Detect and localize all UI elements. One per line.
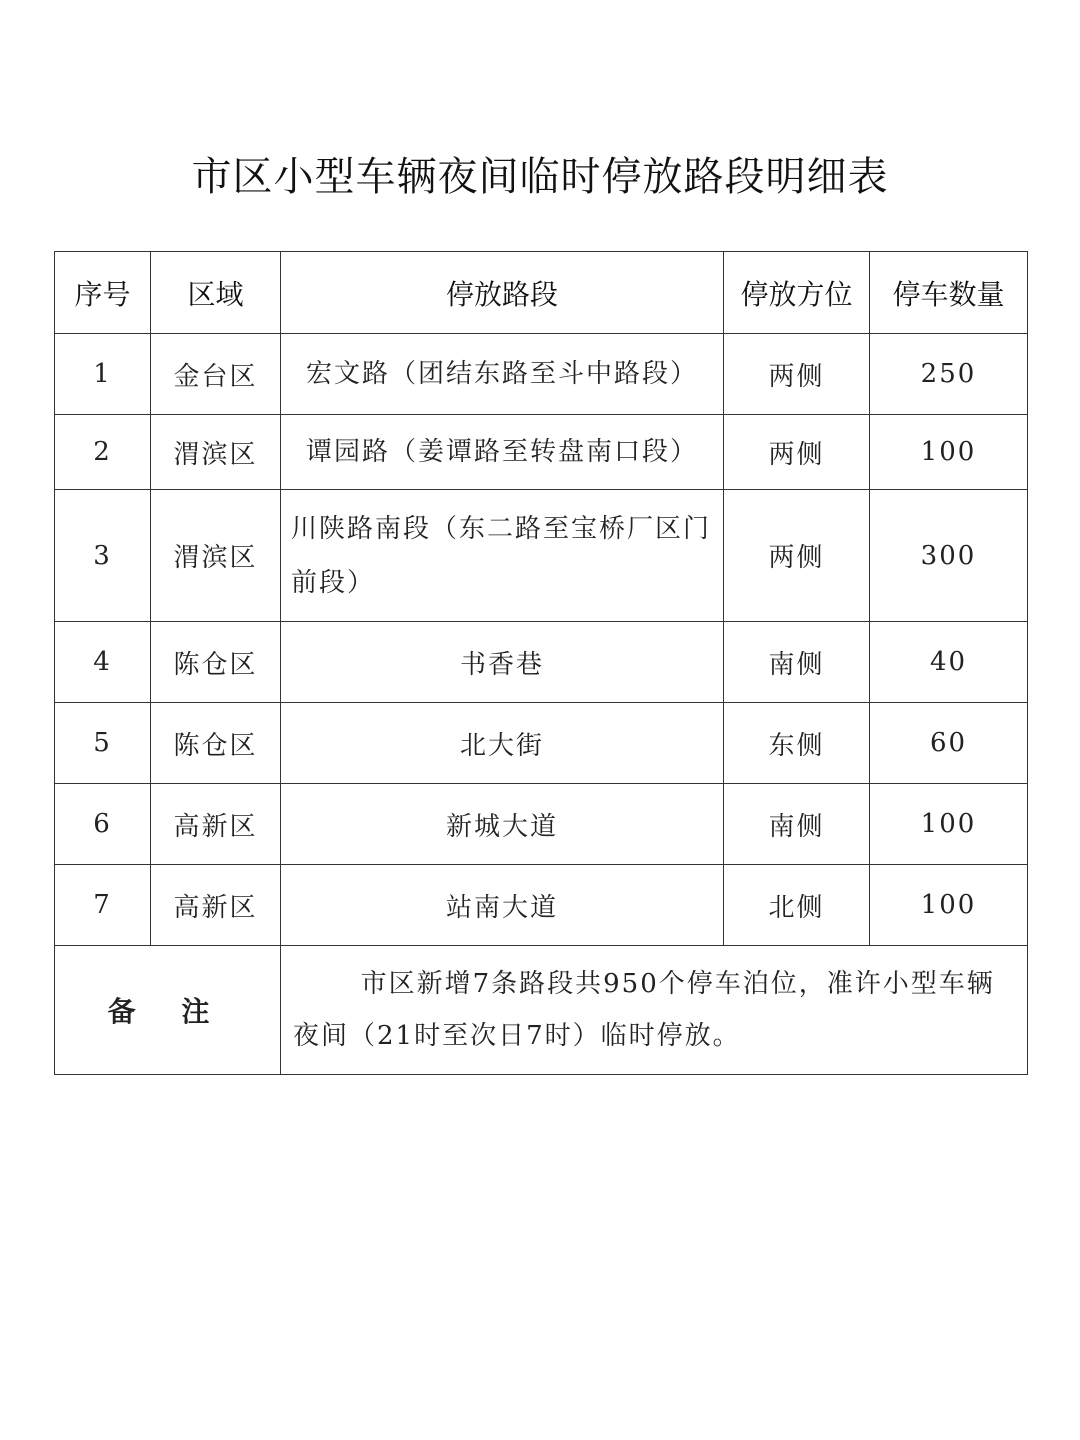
table-row — [55, 334, 1028, 415]
table-row — [55, 622, 1028, 703]
table-row — [55, 703, 1028, 784]
cell-index: 1 — [55, 334, 151, 415]
cell-side: 两侧 — [724, 490, 870, 622]
cell-side: 南侧 — [724, 784, 870, 865]
cell-index: 6 — [55, 784, 151, 865]
cell-index: 4 — [55, 622, 151, 703]
table-row — [55, 490, 1028, 622]
header-side: 停放方位 — [724, 252, 870, 334]
header-count: 停车数量 — [870, 252, 1028, 334]
header-district: 区域 — [151, 252, 281, 334]
cell-road: 北大街 — [281, 703, 724, 784]
cell-index: 3 — [55, 490, 151, 622]
cell-count: 100 — [870, 784, 1028, 865]
page-title: 市区小型车辆夜间临时停放路段明细表 — [191, 154, 889, 200]
remark-label-cell — [55, 946, 281, 1075]
cell-side: 北侧 — [724, 865, 870, 946]
cell-road: 站南大道 — [281, 865, 724, 946]
table-row — [55, 415, 1028, 490]
cell-count: 300 — [870, 490, 1028, 622]
cell-count: 40 — [870, 622, 1028, 703]
road-text: 宏文路（团结东路至斗中路段） — [305, 359, 698, 389]
cell-count: 60 — [870, 703, 1028, 784]
cell-index: 2 — [55, 415, 151, 490]
road-text: 川陕路南段（东二路至宝桥厂区门前段） — [291, 513, 712, 598]
cell-district: 高新区 — [151, 865, 281, 946]
cell-side: 两侧 — [724, 415, 870, 490]
cell-count: 100 — [870, 865, 1028, 946]
cell-road — [281, 415, 724, 490]
remark-text: 市区新增7条路段共950个停车泊位，准许小型车辆夜间（21时至次日7时）临时停放。 — [293, 969, 995, 1051]
header-index: 序号 — [55, 252, 151, 334]
table-header-row — [55, 252, 1028, 334]
remark-content-cell — [281, 946, 1028, 1075]
cell-district: 金台区 — [151, 334, 281, 415]
cell-side: 南侧 — [724, 622, 870, 703]
table-row — [55, 784, 1028, 865]
cell-district: 高新区 — [151, 784, 281, 865]
remark-label: 备 注 — [107, 995, 228, 1028]
cell-road — [281, 334, 724, 415]
cell-count: 250 — [870, 334, 1028, 415]
cell-district: 渭滨区 — [151, 490, 281, 622]
cell-side: 东侧 — [724, 703, 870, 784]
remark-row — [55, 946, 1028, 1075]
cell-road: 新城大道 — [281, 784, 724, 865]
cell-road — [281, 490, 724, 622]
header-road: 停放路段 — [281, 252, 724, 334]
table-row — [55, 865, 1028, 946]
cell-index: 7 — [55, 865, 151, 946]
cell-index: 5 — [55, 703, 151, 784]
cell-side: 两侧 — [724, 334, 870, 415]
parking-detail-table — [54, 251, 1028, 1075]
cell-district: 渭滨区 — [151, 415, 281, 490]
cell-district: 陈仓区 — [151, 622, 281, 703]
road-text: 谭园路（姜谭路至转盘南口段） — [305, 437, 698, 467]
cell-count: 100 — [870, 415, 1028, 490]
cell-road: 书香巷 — [281, 622, 724, 703]
cell-district: 陈仓区 — [151, 703, 281, 784]
